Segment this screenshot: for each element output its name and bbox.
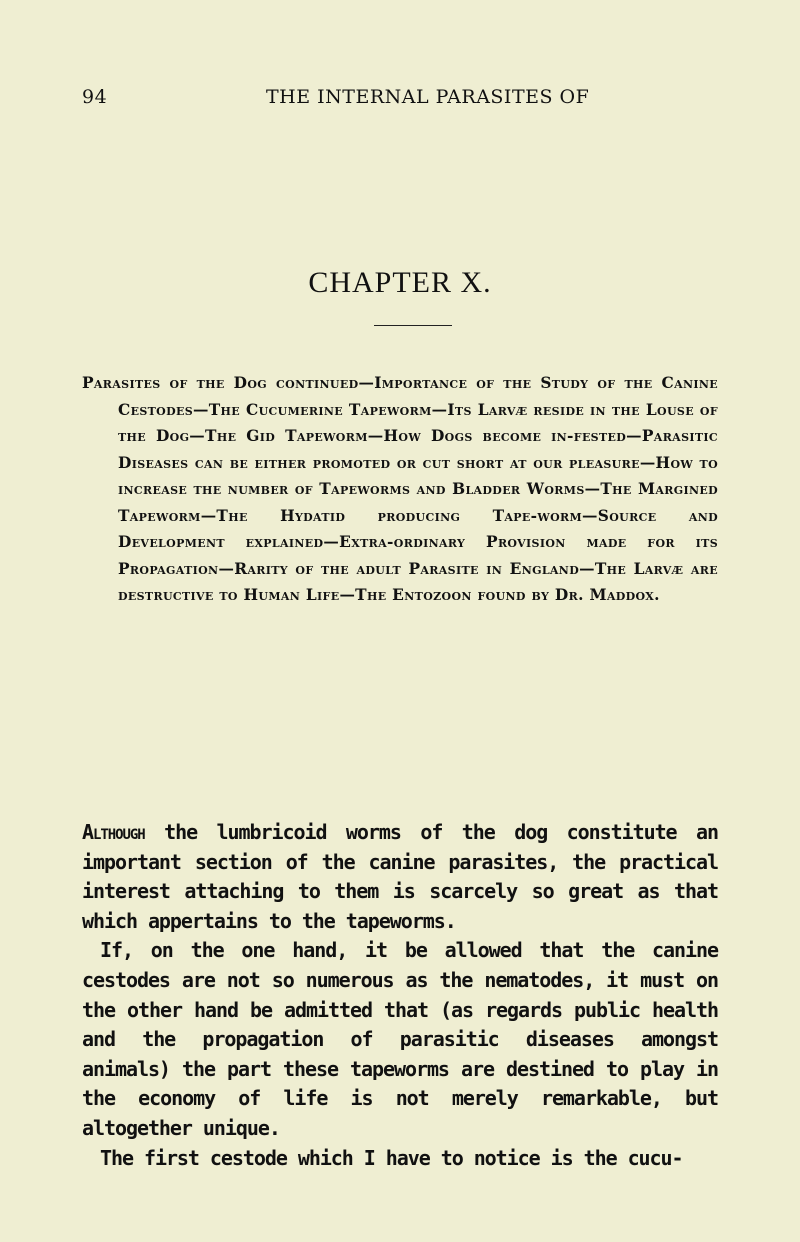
running-head — [82, 86, 718, 112]
synopsis-text: Parasites of the Dog continued—Importance of the Study of the Canine Cestodes—The Cucumerine Tapeworm—Its Larvæ reside in the Louse of the Dog—The Gid Tapeworm—How Dogs become in-fested—Parasitic Diseases can be either promoted or cut short at our pleasure—How to increase the number of Tapeworms and Bladder Worms—The Margined Tapeworm—The Hydatid producing Tape-worm—Source and Development explained—Extra-ordinary Provision made for its Propagation—Rarity of the adult Parasite in England—The Larvæ are destructive to Human Life—The Entozoon found by Dr. Maddox. — [82, 374, 718, 604]
paragraph-2: If, on the one hand, it be allowed that the canine cestodes are not so numerous as the nematodes, it must on the other hand be admitted that (as regards public health and the propagation of parasitic diseases amongst animals) the part these tapeworms are destined to play in the economy of life is not merely remarkable, but altogether unique. — [82, 938, 718, 1140]
chapter-title: CHAPTER X. — [308, 266, 492, 299]
paragraph-3: The first cestode which I have to notice is the cucu- — [100, 1145, 683, 1170]
paragraph-1-lead: Although — [82, 820, 145, 844]
title-divider — [374, 325, 452, 326]
paragraph-1 — [82, 818, 718, 936]
chapter-synopsis — [82, 370, 718, 609]
paragraph-1-text: the lumbricoid worms of the dog constitute an important section of the canine parasites, the practical interest attaching to them is scarcely so great as that which appertains to the tapeworms. — [82, 820, 718, 933]
running-title: THE INTERNAL PARASITES OF — [266, 86, 590, 108]
body-text — [82, 818, 718, 1173]
page-number: 94 — [82, 86, 108, 108]
